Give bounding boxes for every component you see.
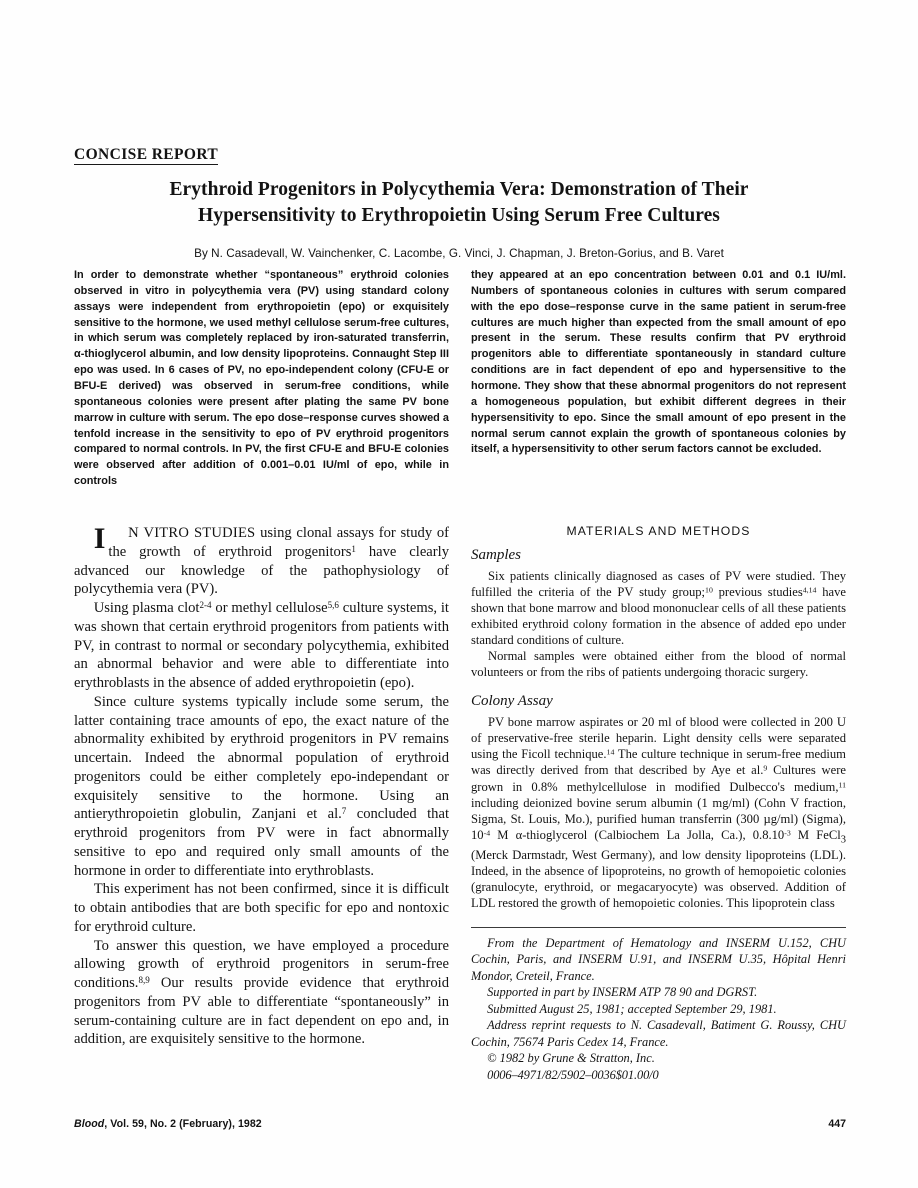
journal-citation: [74, 1118, 262, 1130]
footnote-divider: [471, 927, 846, 928]
footnote-block: [471, 935, 846, 1084]
subscript-3: 3: [840, 834, 846, 846]
abstract-column-left: [74, 268, 449, 490]
subheading-colony-assay: Colony Assay: [471, 693, 553, 710]
samples-paragraph-1: [471, 568, 846, 648]
colony-c: Cultures were grown in 0.8% methylcellulose in modified Dulbecco's medium,: [471, 763, 846, 794]
page-number: 447: [828, 1118, 846, 1130]
colony-d: including deionized bovine serum albumin (1 mg/ml) (Cohn V fraction, Sigma, St. Louis, Mo.), purified human transferrin (300 µg/ml) (Sigma), 10: [471, 795, 846, 842]
colony-a: PV bone marrow aspirates or 20 ml of blood were collected in 200 U of preservative-free sterile heparin. Light density cells were separated using the Ficoll technique.: [471, 715, 846, 762]
colony-paragraph-1: [471, 714, 846, 910]
column-left: [74, 524, 449, 1083]
footnote-copyright: © 1982 by Grune & Stratton, Inc.: [487, 1051, 655, 1066]
introduction-text: [74, 524, 449, 1049]
samples-paragraph-2: Normal samples were obtained either from the blood of normal volunteers or from the ribs of patients undergoing thoracic surgery.: [471, 649, 846, 680]
intro-p5-b: Our results provide evidence that erythroid progenitors from PV able to differentiate “spontaneously” in serum-containing culture are in fact dependent on epo and, in addition, are exquisitely sensitive to the hormone.: [74, 975, 449, 1048]
exponent-minus-3: -3: [784, 828, 791, 838]
intro-lead-caps: N VITRO STUDIES: [128, 525, 256, 541]
intro-p5-a: To answer this question, we have employed a procedure allowing growth of erythroid progenitors in serum-free conditions.: [74, 937, 449, 991]
citation-ref-4-14: 4,14: [802, 585, 817, 595]
intro-p2-c: culture systems, it was shown that certain erythroid progenitors from patients with PV, in contrast to normal or secondary polycythemia, exhibited an abnormal behavior and were able to differentiate into erythroblasts in the absence of added erythropoietin (epo).: [74, 600, 449, 691]
samples-p1-b: previous studies: [712, 585, 803, 600]
samples-p1-a: Six patients clinically diagnosed as cases of PV were studied. They fulfilled the criteria of the PV study group;: [471, 569, 846, 600]
citation-ref-8-9: 8,9: [138, 975, 150, 986]
intro-p2-b: or methyl cellulose: [211, 600, 328, 616]
abstract-block: [74, 268, 846, 490]
page-title: [74, 177, 844, 229]
intro-p2-a: Using plasma clot: [93, 600, 200, 616]
citation-ref-10: 10: [705, 585, 713, 595]
citation-ref-9: 9: [763, 764, 768, 774]
intro-paragraph-4: This experiment has not been confirmed, since it is difficult to obtain antibodies that are both specific for epo and nontoxic for erythroid culture.: [74, 881, 449, 935]
intro-p1-tail: have clearly advanced our knowledge of the pathophysiology of polycythemia vera (PV).: [74, 543, 449, 598]
citation-ref-7: 7: [341, 806, 347, 817]
citation-ref-14: 14: [606, 748, 615, 758]
citation-ref-11: 11: [838, 780, 846, 790]
intro-paragraph-3: [74, 693, 449, 881]
article-header: [74, 146, 844, 260]
samples-text: [471, 568, 846, 680]
colony-g: (Merck Darmstadr, West Germany), and low density lipoproteins (LDL). Indeed, in the absence of lipoproteins, no growth of hemopoietic colonies (granulocyte, erythroid, or megacaryocyte) was observed. Addition of LDL restored the growth of hemopoietic colonies. This lipoprotein class: [471, 847, 846, 910]
title-line-1: Erythroid Progenitors in Polycythemia Vera: Demonstration of Their: [169, 179, 749, 201]
materials-and-methods-heading: MATERIALS AND METHODS: [566, 524, 751, 538]
citation-ref-1: 1: [351, 543, 356, 554]
journal-issue: , Vol. 59, No. 2 (February), 1982: [104, 1118, 262, 1130]
exponent-minus-4: -4: [483, 828, 491, 838]
intro-paragraph-1: [74, 524, 449, 599]
citation-ref-5-6: 5,6: [327, 600, 339, 611]
body-columns: [74, 524, 846, 1083]
subheading-samples: Samples: [471, 547, 521, 563]
drop-cap-letter: I: [93, 522, 106, 555]
abstract-column-right: [471, 268, 846, 490]
samples-p1-c: have shown that bone marrow and blood mononuclear cells of all these patients exhibited erythroid colony formation in the absence of added epo under standard conditions of culture.: [471, 585, 846, 648]
colony-b: The culture technique in serum-free medium was directly derived from that described by Aye et al.: [471, 747, 846, 778]
footnote-reprints: Address reprint requests to N. Casadevall, Batiment G. Roussy, CHU Cochin, 75674 Paris Cedex 14, France.: [471, 1018, 846, 1049]
citation-ref-2-4: 2-4: [199, 600, 212, 611]
intro-p1-body: using clonal assays for study of the growth of erythroid progenitors: [108, 525, 449, 560]
title-line-2: Hypersensitivity to Erythropoietin Using Serum Free Cultures: [198, 204, 720, 226]
section-kicker: CONCISE REPORT: [74, 146, 218, 165]
intro-p3-b: concluded that erythroid progenitors from PV were in fact abnormally sensitive to epo and required only small amounts of the hormone in order to differentiate into erythroblasts.: [74, 806, 450, 879]
journal-name: Blood: [74, 1118, 105, 1130]
intro-paragraph-2: [74, 599, 449, 693]
abstract-text-left: In order to demonstrate whether “spontaneous” erythroid colonies observed in vitro in polycythemia vera (PV) using standard colony assays were independent from erythropoietin (epo) or exquisitely sensitive to the hormone, we used methyl cellulose serum-free cultures, in which serum was completely replaced by iron-saturated transferrin, α-thioglycerol albumin, and low density lipoproteins. Connaught Step III epo was used. In 6 cases of PV, no epo-independent colony (CFU-E or BFU-E derived) was observed in serum-free conditions, while spontaneous colonies were present after plating the same PV bone marrow in culture with serum. The epo dose–response curves showed a tenfold increase in the sensitivity to epo of PV erythroid progenitors compared to normal controls. In PV, the first CFU-E and BFU-E colonies were observed after addition of 0.001–0.01 IU/ml of epo, while in controls: [74, 269, 449, 488]
colony-f: M FeCl: [790, 827, 841, 842]
intro-p3-a: Since culture systems typically include some serum, the latter containing trace amounts of epo, the exact nature of the abnormality exhibited by erythroid progenitors in PV remains uncertain. Indeed the abnormal population of erythroid progenitors could be either completely epo-independant or exquisitely sensitive to the hormone. Using an antierythropoietin globulin, Zanjani et al.: [74, 693, 449, 823]
column-right: [471, 524, 846, 1083]
footnote-affiliation: From the Department of Hematology and INSERM U.152, CHU Cochin, Paris, and INSERM U.91, and INSERM U.35, Hôpital Henri Mondor, Creteil, France.: [471, 935, 846, 983]
colony-e: M α-thioglycerol (Calbiochem La Jolla, Ca.), 0.8.10: [490, 827, 785, 842]
footnote-dates: Submitted August 25, 1981; accepted September 29, 1981.: [487, 1001, 777, 1016]
page-footer: [74, 1118, 846, 1130]
footnote-issn: 0006–4971/82/5902–0036$01.00/0: [487, 1067, 659, 1082]
colony-assay-text: [471, 714, 846, 910]
author-byline: By N. Casadevall, W. Vainchenker, C. Lacombe, G. Vinci, J. Chapman, J. Breton-Gorius, and B. Varet: [194, 246, 724, 260]
intro-paragraph-5: [74, 937, 449, 1050]
abstract-text-right: they appeared at an epo concentration between 0.01 and 0.1 IU/ml. Numbers of spontaneous colonies in cultures with serum compared with the epo dose–response curve in the same patient in serum-free cultures are much higher than expected from the small amount of epo present in the serum. These results confirm that PV erythroid progenitors able to differentiate spontaneously in standard culture conditions are in fact dependent of epo and hypersensitive to the hormone. They show that these abnormal progenitors do not represent a homogeneous population, but exhibit different degrees in their hypersensitivity to epo. Since the small amount of epo present in the normal serum cannot explain the growth of spontaneous colonies by itself, a hypersensitivity to other serum factors cannot be excluded.: [471, 269, 846, 456]
footnote-support: Supported in part by INSERM ATP 78 90 and DGRST.: [487, 985, 758, 1000]
